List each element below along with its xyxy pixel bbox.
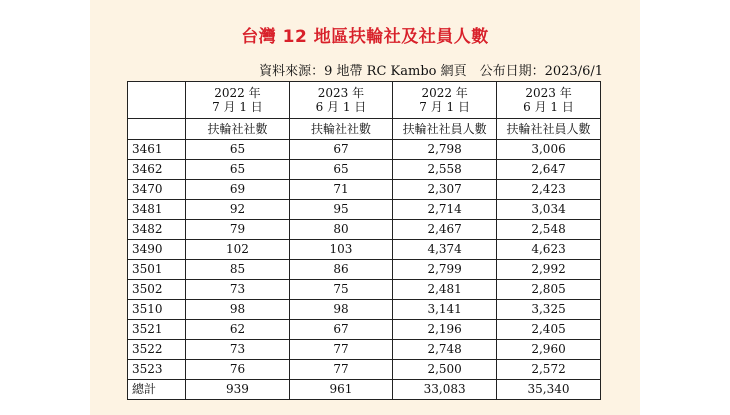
table-row xyxy=(128,200,601,220)
value-cell: 65 xyxy=(186,160,290,180)
table-row xyxy=(128,140,601,160)
value-cell: 67 xyxy=(289,320,393,340)
value-cell: 62 xyxy=(186,320,290,340)
table-row xyxy=(128,320,601,340)
value-cell: 4,374 xyxy=(393,240,497,260)
value-cell: 76 xyxy=(186,360,290,380)
value-cell: 2,799 xyxy=(393,260,497,280)
value-cell: 71 xyxy=(289,180,393,200)
value-cell: 92 xyxy=(186,200,290,220)
value-cell: 98 xyxy=(186,300,290,320)
total-row xyxy=(128,380,601,400)
value-cell: 67 xyxy=(289,140,393,160)
value-cell: 103 xyxy=(289,240,393,260)
value-cell: 2,558 xyxy=(393,160,497,180)
district-cell: 3502 xyxy=(128,280,186,300)
value-cell: 86 xyxy=(289,260,393,280)
value-cell: 35,340 xyxy=(497,380,601,400)
value-cell: 2,572 xyxy=(497,360,601,380)
source-note: 資料來源：9 地帶 RC Kambo 網頁 公布日期：2023/6/1 xyxy=(259,64,603,79)
value-cell: 33,083 xyxy=(393,380,497,400)
document-panel xyxy=(90,0,640,415)
value-cell: 102 xyxy=(186,240,290,260)
value-cell: 2,647 xyxy=(497,160,601,180)
district-cell: 3461 xyxy=(128,140,186,160)
value-cell: 961 xyxy=(289,380,393,400)
district-cell: 3462 xyxy=(128,160,186,180)
table-row xyxy=(128,260,601,280)
value-cell: 65 xyxy=(186,140,290,160)
district-cell: 3481 xyxy=(128,200,186,220)
value-cell: 2,992 xyxy=(497,260,601,280)
subheader-cell: 扶輪社社數 xyxy=(289,119,393,140)
value-cell: 75 xyxy=(289,280,393,300)
table-row xyxy=(128,340,601,360)
table-row xyxy=(128,360,601,380)
value-cell: 73 xyxy=(186,280,290,300)
header-row xyxy=(128,82,601,119)
header-corner-cell xyxy=(128,82,186,119)
value-cell: 69 xyxy=(186,180,290,200)
district-cell: 3521 xyxy=(128,320,186,340)
rotary-table xyxy=(127,81,601,400)
value-cell: 2,405 xyxy=(497,320,601,340)
header-cell: 2023 年 6 月 1 日 xyxy=(497,82,601,119)
table-row xyxy=(128,220,601,240)
value-cell: 77 xyxy=(289,360,393,380)
header-cell: 2022 年 7 月 1 日 xyxy=(186,82,290,119)
value-cell: 2,307 xyxy=(393,180,497,200)
table-row xyxy=(128,280,601,300)
subheader-cell: 扶輪社社數 xyxy=(186,119,290,140)
value-cell: 77 xyxy=(289,340,393,360)
value-cell: 73 xyxy=(186,340,290,360)
table-row xyxy=(128,160,601,180)
subheader-cell: 扶輪社社員人數 xyxy=(497,119,601,140)
district-cell: 3522 xyxy=(128,340,186,360)
value-cell: 3,325 xyxy=(497,300,601,320)
value-cell: 2,196 xyxy=(393,320,497,340)
table-row xyxy=(128,180,601,200)
value-cell: 939 xyxy=(186,380,290,400)
value-cell: 95 xyxy=(289,200,393,220)
district-cell: 3490 xyxy=(128,240,186,260)
value-cell: 3,006 xyxy=(497,140,601,160)
table-row xyxy=(128,240,601,260)
table-row xyxy=(128,300,601,320)
value-cell: 4,623 xyxy=(497,240,601,260)
header-cell: 2022 年 7 月 1 日 xyxy=(393,82,497,119)
district-cell: 3510 xyxy=(128,300,186,320)
value-cell: 2,714 xyxy=(393,200,497,220)
district-cell: 3501 xyxy=(128,260,186,280)
value-cell: 3,141 xyxy=(393,300,497,320)
value-cell: 79 xyxy=(186,220,290,240)
header-cell: 2023 年 6 月 1 日 xyxy=(289,82,393,119)
value-cell: 2,481 xyxy=(393,280,497,300)
value-cell: 2,500 xyxy=(393,360,497,380)
page-title: 台灣 12 地區扶輪社及社員人數 xyxy=(241,27,489,47)
district-cell: 3470 xyxy=(128,180,186,200)
value-cell: 2,960 xyxy=(497,340,601,360)
value-cell: 65 xyxy=(289,160,393,180)
value-cell: 85 xyxy=(186,260,290,280)
value-cell: 2,798 xyxy=(393,140,497,160)
district-cell: 3482 xyxy=(128,220,186,240)
value-cell: 2,548 xyxy=(497,220,601,240)
value-cell: 3,034 xyxy=(497,200,601,220)
value-cell: 2,805 xyxy=(497,280,601,300)
value-cell: 98 xyxy=(289,300,393,320)
value-cell: 80 xyxy=(289,220,393,240)
value-cell: 2,467 xyxy=(393,220,497,240)
subheader-cell: 扶輪社社員人數 xyxy=(393,119,497,140)
value-cell: 2,423 xyxy=(497,180,601,200)
district-cell: 總計 xyxy=(128,380,186,400)
subheader-row xyxy=(128,119,601,140)
value-cell: 2,748 xyxy=(393,340,497,360)
district-cell: 3523 xyxy=(128,360,186,380)
subheader-corner-cell xyxy=(128,119,186,140)
